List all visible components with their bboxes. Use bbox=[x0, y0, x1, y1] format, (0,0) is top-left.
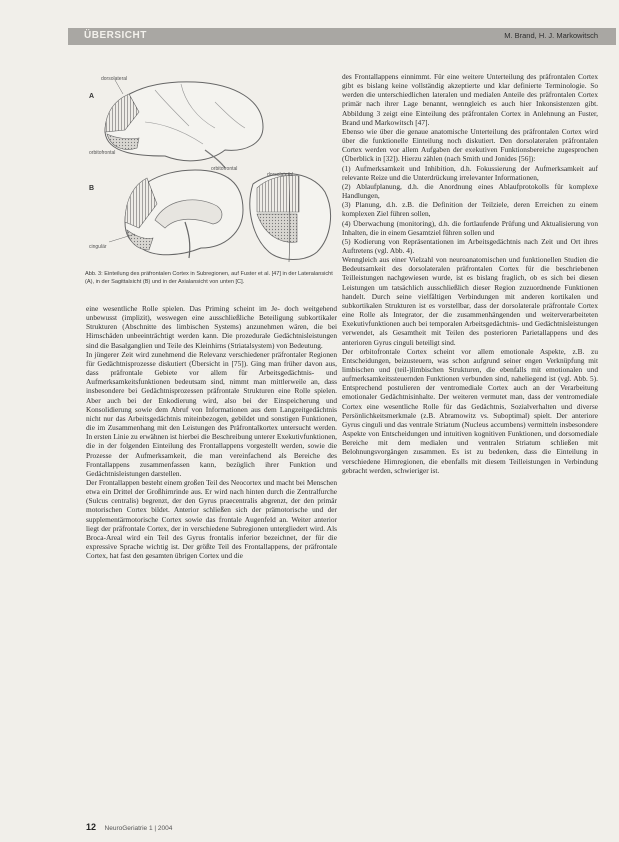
label-axial-dorsolateral: dorsolateral bbox=[267, 172, 294, 178]
left-column bbox=[86, 304, 337, 809]
header-bar bbox=[68, 28, 616, 45]
right-list-item: (3) Planung, d.h. z.B. die Definition der Teilziele, deren Erreichen zu einem komplexen Ziel führen sollen, bbox=[342, 200, 598, 219]
right-list-item: (5) Kodierung von Repräsentationen im Arbeitsgedächtnis nach Zeit und Ort ihres Auftretens (vgl. Abb. 4). bbox=[342, 236, 598, 255]
right-column bbox=[342, 72, 598, 809]
journal-name: NeuroGeriatrie 1 | 2004 bbox=[104, 825, 173, 832]
right-paragraph: Der orbitofrontale Cortex scheint vor allem emotionale Aspekte, z.B. zu Entscheidungen, beizusteuern, was schon aufgrund seiner engen Verknüpfung mit limbischen und (teil-)limbischen Strukturen, die ebenfalls mit emotionalen und aufmerksamkeitssteuernden Funktionen verbunden sind, naheliegend ist (vgl. Abb. 5). Entsprechend postulieren der ventromediale Cortex auch an der Verarbeitung emotionaler Gedächtnisinhalte. Der weiteren vermutet man, dass der ventromediale Cortex eine wesentliche Rolle für das Gedächtnis, Sozialverhalten und diverse Persönlichkeitsmerkmale (z.B. Abramowitz vs. Suboptimal) spielt. Der anteriore Gyrus cinguli und das ventrale Striatum (Nucleus accumbens) vermitteln insbesondere Aspekte von Entscheidungen und intuitiven kognitiven Funktionen, und dorsomediale Bereiche mit dem medialen und ventralen Striatum schließen mit Belohnungsvorgängen zusammen. Es ist zu bedenken, dass die Einteilung in verschiedene Hirnregionen, die ebenfalls mit diesem Teilleistungen in Verbindung gebracht werden, schwieriger ist. bbox=[342, 346, 598, 475]
page-number: 12 bbox=[86, 822, 97, 832]
panel-a-label: A bbox=[89, 93, 95, 100]
section-title: ÜBERSICHT bbox=[84, 30, 147, 41]
label-cingulate: cingulär bbox=[89, 244, 107, 250]
brain-figure bbox=[85, 72, 335, 266]
right-paragraph: Wenngleich aus einer Vielzahl von neuroanatomischen und funktionellen Studien die Bedeutsamkeit des dorsolateralen präfrontalen Cortex für die beschriebenen Teilleistungen nachgewiesen wurde, ist es bislang fraglich, ob es sich bei diesen Leistungen um tatsächlich ausschließlich dieser Region zuzuordnende Funktionen handelt. Durch seine vielfältigen Verbindungen mit anderen kortikalen und subkortikalen Strukturen ist es vorstellbar, dass der dorsolaterale präfrontale Cortex eine Rolle als Integrator, der die zusammenhängenden und weiterverarbeiteten Exekutivfunktionen auch bei temporalen Arbeitsgedächtnis- und Gedächtnisleistungen verwendet, als Gesamtheit mit Teilen des posterioren Parietallappens und des anterioren Gyrus cinguli beteiligt sind. bbox=[342, 255, 598, 347]
right-list-item: (4) Überwachung (monitoring), d.h. die fortlaufende Prüfung und Aktualisierung von Inhalten, die in einem Gesamtziel führen sollen und bbox=[342, 218, 598, 237]
brain-diagram bbox=[85, 72, 335, 266]
header-authors: M. Brand, H. J. Markowitsch bbox=[504, 31, 598, 40]
left-paragraph: eine wesentliche Rolle spielen. Das Priming scheint im Je- doch weitgehend unbewusst (implizit), weswegen eine ausschließliche Beteiligung subkortikaler Strukturen (Abschnitte des limbischen Systems) anzunehmen wären, die bei Hirnschäden unbeeinträchtigt werden kann. Die prozedurale Gedächtnisleistungen sind die Basalganglien und Teile des Kleinhirns (Striatalsystem) von Bedeutung. bbox=[86, 304, 337, 350]
label-lateral-dorsolateral: dorsolateral bbox=[101, 76, 128, 82]
right-list-item: (1) Aufmerksamkeit und Inhibition, d.h. Fokussierung der Aufmerksamkeit auf relevante Reize und die Unterdrückung irrelevanter Informationen, bbox=[342, 163, 598, 182]
right-paragraph: Ebenso wie über die genaue anatomische Unterteilung des präfrontalen Cortex wird über die funktionelle Einteilung noch diskutiert. Den dorsolateralen präfrontalen Cortex werden vor allem Aufgaben der exekutiven Funktionsbereiche zugesprochen (Überblick in [32]). Hierzu zählen (nach Smith und Jonides [56]): bbox=[342, 126, 598, 164]
label-lateral-orbitofrontal: orbitofrontal bbox=[89, 150, 116, 156]
left-paragraph: Der Frontallappen besteht einem großen Teil des Neocortex und macht bei Menschen etwa ein Drittel der Großhirnrinde aus. Er wird nach hinten durch die Zentralfurche (Sulcus centralis) begrenzt, der den Gyrus praecentralis abgrenzt, der den primär motorischen Cortex bildet. Anterior schließen sich der prämotorische und der supplementärmotorische Cortex sowie das frontale Augenfeld an. Weiter anterior liegt der präfrontale Cortex, der in verschiedene Subregionen untergliedert wird. Als Broca-Areal wird ein Teil des Gyrus frontalis inferior bezeichnet, der für die expressive Sprache wichtig ist. Der größte Teil des Frontallappens, der präfrontale Cortex, hat fast den gesamten übrigen Cortex und die bbox=[86, 477, 337, 561]
label-axial-orbitofrontal: orbitofrontal bbox=[211, 166, 238, 172]
left-paragraph: In jüngerer Zeit wird zunehmend die Relevanz verschiedener präfrontaler Regionen für Gedächtnisprozesse diskutiert (Übersicht in [75]). Ging man früher davon aus, dass präfrontale Gebiete vor allem für Arbeitsgedächtnis- und Aufmerksamkeitsfunktionen bedeutsam sind, nimmt man mittlerweile an, dass insbesondere bei Gedächtnisprozessen präfrontale Strukturen eine Rolle spielen. Aber auch bei der Enkodierung wird, also bei der Einspeicherung und Konsolidierung sowie dem Abruf von Informationen aus dem Langzeitgedächtnis nicht nur das Arbeitsgedächtnis miteinbezogen, gebildet und sonstigen Funktionen, die im Zusammenhang mit den Leistungen des Präfrontalkortex untersucht werden. In ersten Linie zu erwähnen ist hierbei die Beschreibung unterer Exekutivfunktionen, die in der folgenden Einteilung des Frontallappens vorgestellt werden, sowie die Prozesse der Aufmerksamkeit, die man vereinfachend als Bereiche des Frontallappens zusammenfassen kann, bezüglich ihrer Funktion und Gedächtnisleistungen darstellen. bbox=[86, 349, 337, 478]
footer bbox=[86, 822, 172, 832]
right-list-item: (2) Ablaufplanung, d.h. die Anordnung eines Ablaufprotokolls für komplexe Handlungen, bbox=[342, 181, 598, 201]
figure-caption: Abb. 3: Einteilung des präfrontalen Cortex in Subregionen, auf Fuster et al. [47] in der Lateralansicht (A), in der Sagittalsicht (B) und in der Axialansicht von unten [C]. bbox=[85, 271, 333, 285]
panel-b-label: B bbox=[89, 185, 95, 192]
right-paragraph: des Frontallappens einnimmt. Für eine weitere Unterteilung des präfrontalen Cortex gibt es bislang keine vollständig akzeptierte und klar definierte Terminologie. So werden die unterschiedlichen lateralen und medialen Anteile des präfrontalen Cortex primär nach ihrer Lage benannt, wenngleich es auch hier Inkonsistenzen gibt. Abbildung 3 zeigt eine Einteilung des präfrontalen Cortex in Anlehnung an Fuster, Brand und Markowitsch [47]. bbox=[342, 72, 598, 127]
